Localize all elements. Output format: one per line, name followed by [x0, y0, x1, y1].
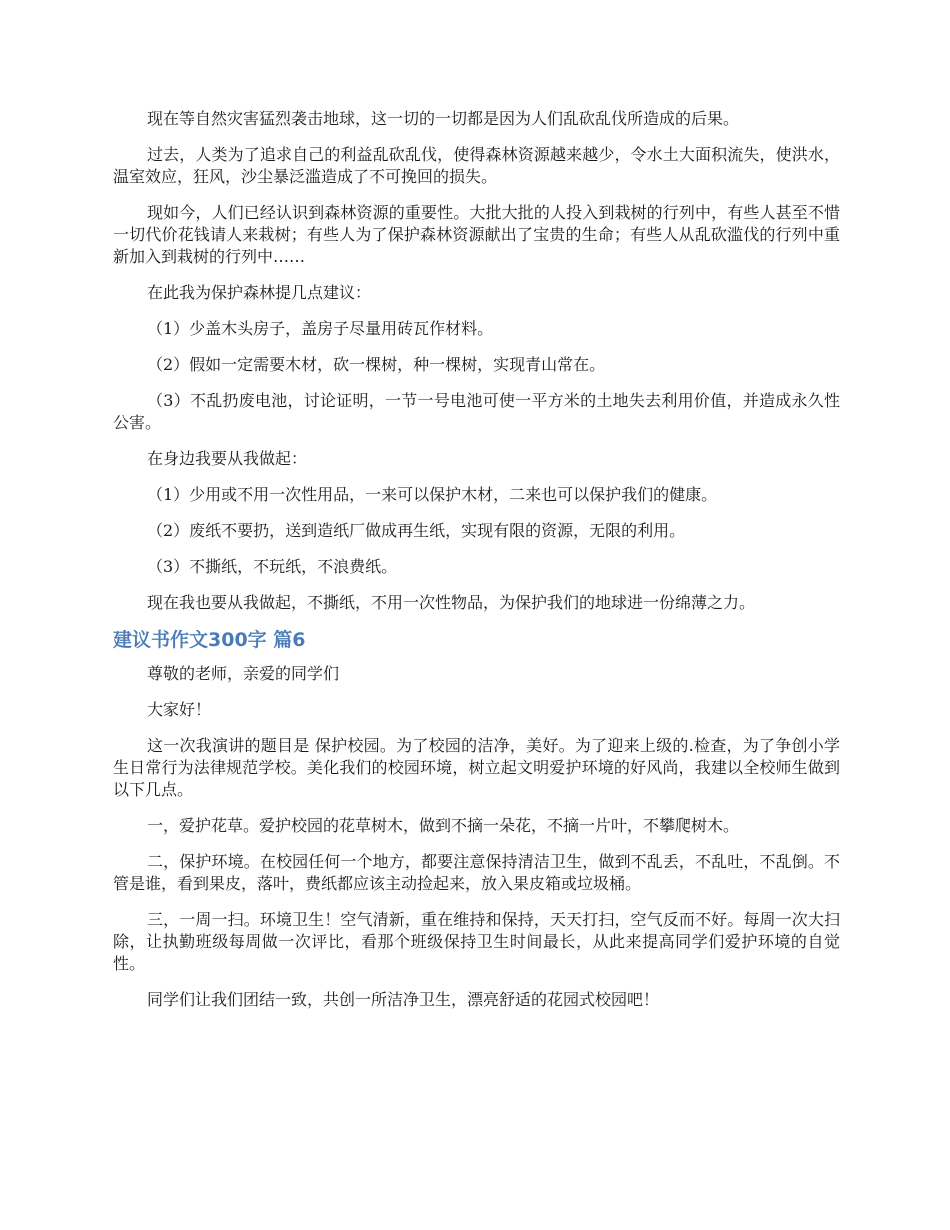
paragraph: 这一次我演讲的题目是 保护校园。为了校园的洁净，美好。为了迎来上级的.检查，为了争创小学生日常行为法律规范学校。美化我们的校园环境，树立起文明爱护环境的好风尚，我建以全校师生做到以下几点。 — [113, 736, 840, 799]
paragraph: 在此我为保护森林提几点建议： — [147, 283, 372, 302]
section-campus-speech — [113, 663, 840, 1011]
list-item: （1）少用或不用一次性用品，一来可以保护木材，二来也可以保护我们的健康。 — [147, 485, 718, 504]
section-heading: 建议书作文300字 篇6 — [113, 629, 306, 651]
paragraph: 在身边我要从我做起： — [147, 449, 308, 468]
paragraph: 同学们让我们团结一致，共创一所洁净卫生，漂亮舒适的花园式校园吧！ — [147, 990, 660, 1009]
paragraph: 现在等自然灾害猛烈袭击地球，这一切的一切都是因为人们乱砍乱伐所造成的后果。 — [147, 109, 740, 128]
paragraph: 尊敬的老师，亲爱的同学们 — [147, 664, 340, 683]
list-item: （3）不撕纸，不玩纸，不浪费纸。 — [147, 557, 398, 576]
paragraph: 过去，人类为了追求自己的利益乱砍乱伐，使得森林资源越来越少，令水土大面积流失，使洪水，温室效应，狂风，沙尘暴泛滥造成了不可挽回的损失。 — [113, 145, 840, 186]
paragraph: 三，一周一扫。环境卫生！空气清新，重在维持和保持，天天打扫，空气反而不好。每周一次大扫除，让执勤班级每周做一次评比，看那个班级保持卫生时间最长，从此来提高同学们爱护环境的自觉性。 — [113, 910, 840, 973]
list-item: （2）废纸不要扔，送到造纸厂做成再生纸，实现有限的资源，无限的利用。 — [147, 521, 686, 540]
paragraph: 大家好！ — [147, 700, 212, 719]
paragraph: 现如今，人们已经认识到森林资源的重要性。大批大批的人投入到栽树的行列中，有些人甚至不惜一切代价花钱请人来栽树；有些人为了保护森林资源献出了宝贵的生命；有些人从乱砍滥伐的行列中重新加入到栽树的行列中…… — [113, 203, 840, 266]
document-page — [113, 108, 840, 1025]
paragraph: 现在我也要从我做起，不撕纸，不用一次性物品，为保护我们的地球进一份绵薄之力。 — [147, 593, 756, 612]
list-item: （3）不乱扔废电池，讨论证明，一节一号电池可使一平方米的土地失去利用价值，并造成永久性公害。 — [113, 391, 840, 432]
paragraph: 一，爱护花草。爱护校园的花草树木，做到不摘一朵花，不摘一片叶，不攀爬树木。 — [147, 816, 740, 835]
paragraph: 二，保护环境。在校园任何一个地方，都要注意保持清洁卫生，做到不乱丢，不乱吐，不乱倒。不管是谁，看到果皮，落叶，费纸都应该主动捡起来，放入果皮箱或垃圾桶。 — [113, 852, 840, 893]
list-item: （1）少盖木头房子，盖房子尽量用砖瓦作材料。 — [147, 319, 494, 338]
list-item: （2）假如一定需要木材，砍一棵树，种一棵树，实现青山常在。 — [147, 355, 606, 374]
section-forest-suggestions — [113, 108, 840, 614]
